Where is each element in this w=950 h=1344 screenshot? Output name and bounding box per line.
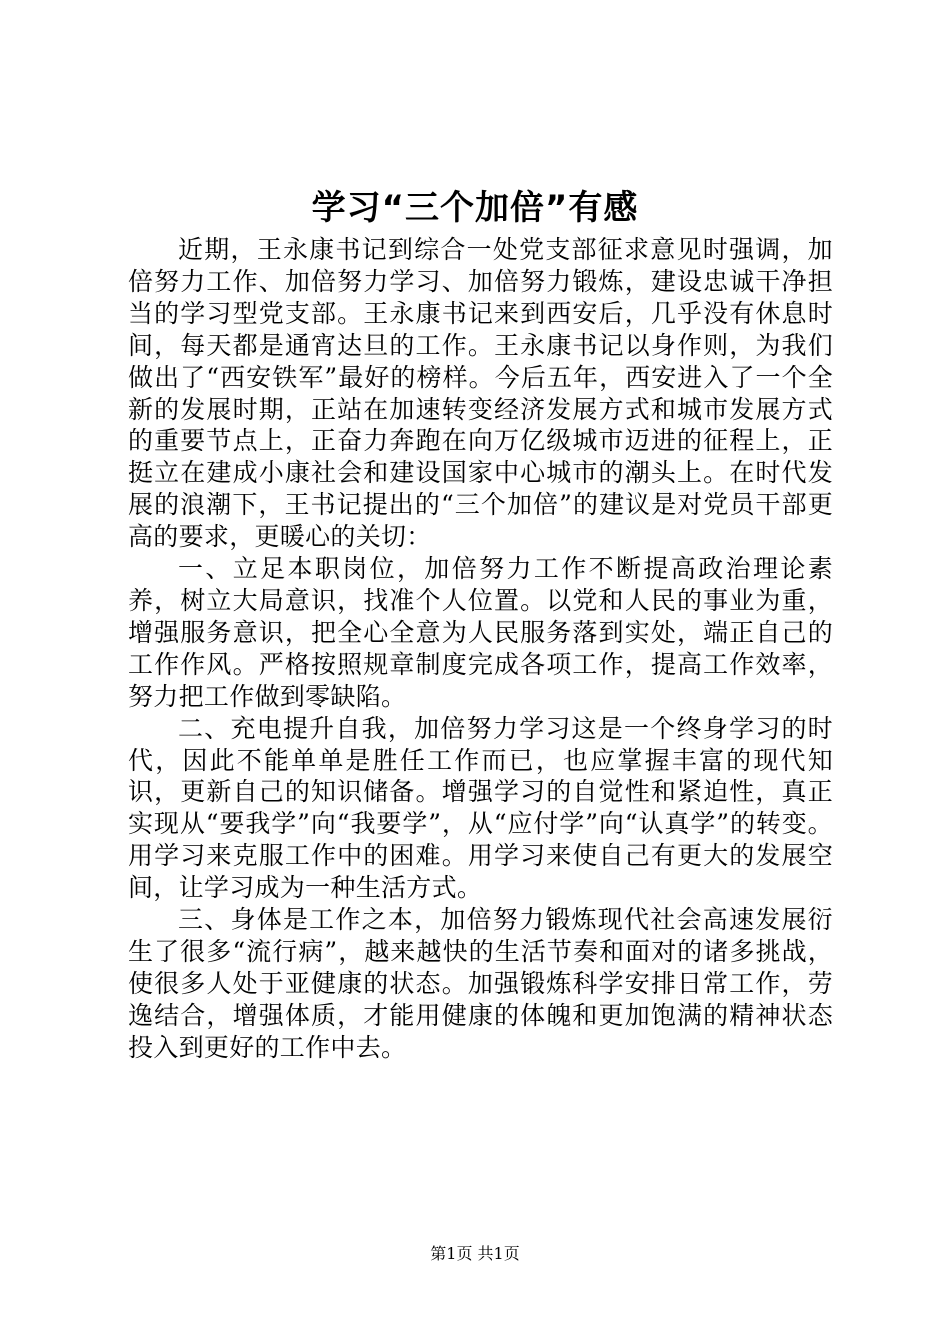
document-body: [128, 234, 833, 1064]
paragraph-intro: 近期，王永康书记到综合一处党支部征求意见时强调，加倍努力工作、加倍努力学习、加倍努力锻炼，建设忠诚干净担当的学习型党支部。王永康书记来到西安后，几乎没有休息时间，每天都是通宵达旦的工作。王永康书记以身作则，为我们做出了“西安铁军”最好的榜样。今后五年，西安进入了一个全新的发展时期，正站在加速转变经济发展方式和城市发展方式的重要节点上，正奋力奔跑在向万亿级城市迈进的征程上，正挺立在建成小康社会和建设国家中心城市的潮头上。在时代发展的浪潮下，王书记提出的“三个加倍”的建议是对党员干部更高的要求，更暖心的关切：: [128, 235, 833, 552]
document-title: 学习“三个加倍”有感: [311, 188, 639, 228]
paragraph-point-3: 三、身体是工作之本，加倍努力锻炼现代社会高速发展衍生了很多“流行病”，越来越快的生活节奏和面对的诸多挑战，使很多人处于亚健康的状态。加强锻炼科学安排日常工作，劳逸结合，增强体质，才能用健康的体魄和更加饱满的精神状态投入到更好的工作中去。: [128, 905, 833, 1062]
paragraph-point-2: 二、充电提升自我，加倍努力学习这是一个终身学习的时代，因此不能单单是胜任工作而已，也应掌握丰富的现代知识，更新自己的知识储备。增强学习的自觉性和紧迫性，真正实现从“要我学”向“我要学”，从“应付学”向“认真学”的转变。用学习来克服工作中的困难。用学习来使自己有更大的发展空间，让学习成为一种生活方式。: [128, 713, 833, 903]
page-footer: 第1页 共1页: [430, 1244, 520, 1263]
paragraph-point-1: 一、立足本职岗位，加倍努力工作不断提高政治理论素养，树立大局意识，找准个人位置。以党和人民的事业为重，增强服务意识，把全心全意为人民服务落到实处，端正自己的工作作风。严格按照规章制度完成各项工作，提高工作效率，努力把工作做到零缺陷。: [128, 554, 833, 711]
